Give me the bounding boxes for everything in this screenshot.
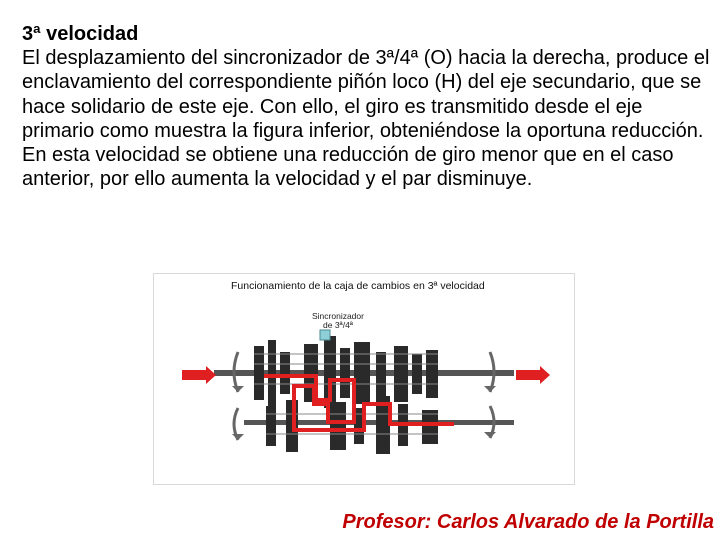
gearbox-figure xyxy=(153,273,575,485)
footer-author: Profesor: Carlos Alvarado de la Portilla xyxy=(342,511,714,533)
slide-heading: 3ª velocidad xyxy=(22,23,139,45)
figure-title: Funcionamiento de la caja de cambios en 3ª velocidad xyxy=(231,280,485,292)
sync-label-line2: de 3ª/4ª xyxy=(323,320,353,330)
sync-marker xyxy=(320,330,330,340)
slide-paragraph: El desplazamiento del sincronizador de 3ª/4ª (O) hacia la derecha, produce el enclavamiento del correspondiente piñón loco (H) del eje secundario, que se hace solidario de este eje. Con ello, el giro es transmitido desde el eje primario como muestra la figura inferior, obteniéndose la oportuna reducción. En esta velocidad se obtiene una reducción de giro menor que en el caso anterior, por ello aumenta la velocidad y el par disminuye. xyxy=(22,47,710,191)
gearbox-diagram xyxy=(154,274,574,484)
slide-text xyxy=(22,22,712,191)
sync-label-line1: Sincronizador xyxy=(312,311,364,321)
input-arrow xyxy=(182,366,216,384)
sync-label xyxy=(312,312,364,330)
output-arrow xyxy=(516,366,550,384)
